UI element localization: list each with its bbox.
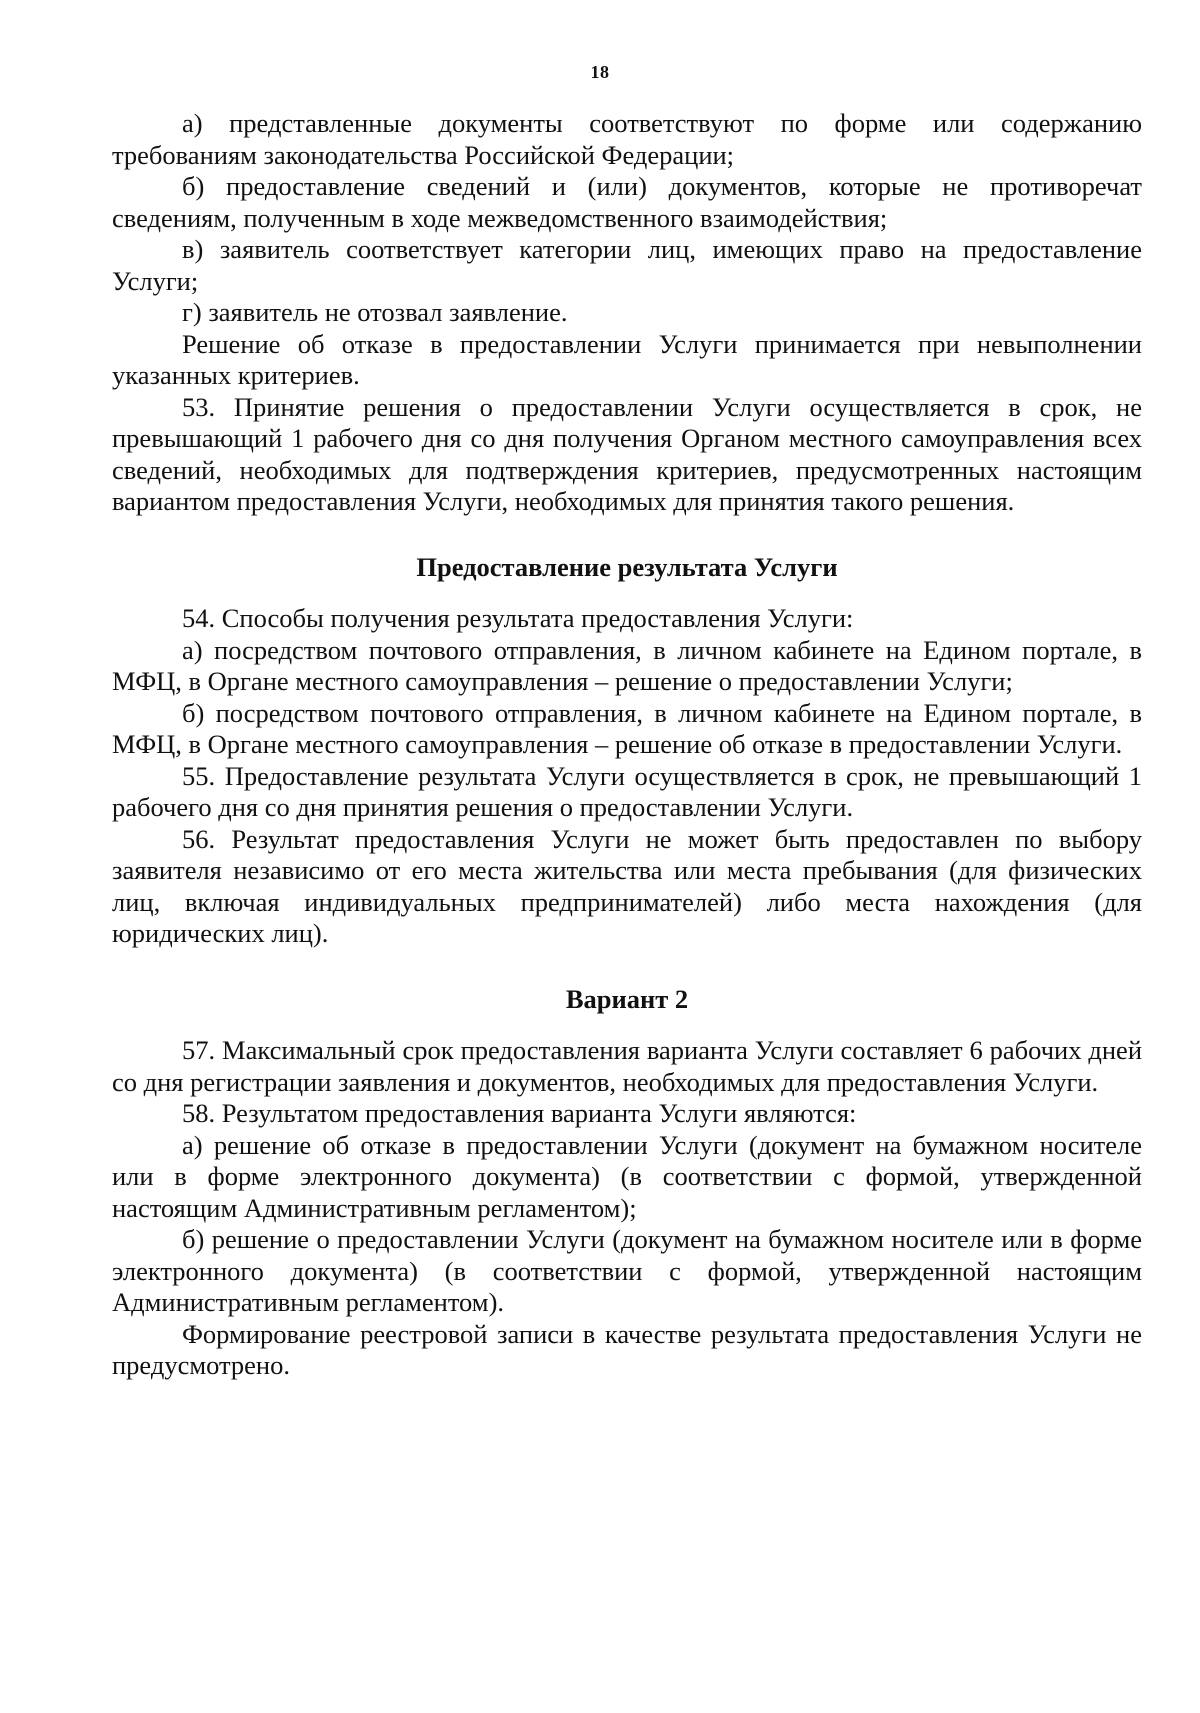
paragraph-53: 53. Принятие решения о предоставлении Услуги осуществляется в срок, не превышающий 1 рабочего дня со дня получения Органом местного самоуправления всех сведений, необходимых для подтверждения критериев, предусмотренных настоящим вариантом предоставления Услуги, необходимых для принятия такого решения. — [112, 391, 1142, 516]
page-content — [112, 108, 1142, 1382]
section-heading-variant-2: Вариант 2 — [565, 983, 689, 1014]
paragraph-criteria-b: б) предоставление сведений и (или) документов, которые не противоречат сведениям, полученным в ходе межведомственного взаимодействия; — [112, 171, 1142, 233]
paragraph-54: 54. Способы получения результата предоставления Услуги: — [182, 603, 854, 633]
paragraph-criteria-c: в) заявитель соответствует категории лиц, имеющих право на предоставление Услуги; — [112, 234, 1142, 296]
paragraph-58: 58. Результатом предоставления варианта Услуги являются: — [182, 1098, 857, 1128]
page-number: 18 — [590, 62, 610, 82]
section-heading-result: Предоставление результата Услуги — [416, 551, 838, 582]
paragraph-58-b: б) решение о предоставлении Услуги (документ на бумажном носителе или в форме электронного документа) (в соответствии с формой, утвержденной настоящим Административным регламентом). — [112, 1224, 1142, 1317]
paragraph-registry-record: Формирование реестровой записи в качестве результата предоставления Услуги не предусмотрено. — [112, 1318, 1142, 1380]
paragraph-57: 57. Максимальный срок предоставления варианта Услуги составляет 6 рабочих дней со дня регистрации заявления и документов, необходимых для предоставления Услуги. — [112, 1035, 1142, 1097]
paragraph-56: 56. Результат предоставления Услуги не может быть предоставлен по выбору заявителя независимо от его места жительства или места пребывания (для физических лиц, включая индивидуальных предпринимателей) либо места нахождения (для юридических лиц). — [112, 823, 1142, 948]
paragraph-criteria-d: г) заявитель не отозвал заявление. — [182, 297, 568, 327]
paragraph-55: 55. Предоставление результата Услуги осуществляется в срок, не превышающий 1 рабочего дня со дня принятия решения о предоставлении Услуги. — [112, 760, 1142, 822]
paragraph-criteria-a: а) представленные документы соответствуют по форме или содержанию требованиям законодательства Российской Федерации; — [112, 108, 1142, 170]
paragraph-58-a: а) решение об отказе в предоставлении Услуги (документ на бумажном носителе или в форме электронного документа) (в соответствии с формой, утвержденной настоящим Административным регламентом); — [112, 1129, 1142, 1223]
paragraph-54-b: б) посредством почтового отправления, в личном кабинете на Едином портале, в МФЦ, в Органе местного самоуправления – решение об отказе в предоставлении Услуги. — [112, 697, 1142, 759]
paragraph-refusal-decision: Решение об отказе в предоставлении Услуги принимается при невыполнении указанных критериев. — [112, 328, 1142, 390]
paragraph-54-a: а) посредством почтового отправления, в личном кабинете на Едином портале, в МФЦ, в Органе местного самоуправления – решение о предоставлении Услуги; — [112, 634, 1142, 696]
